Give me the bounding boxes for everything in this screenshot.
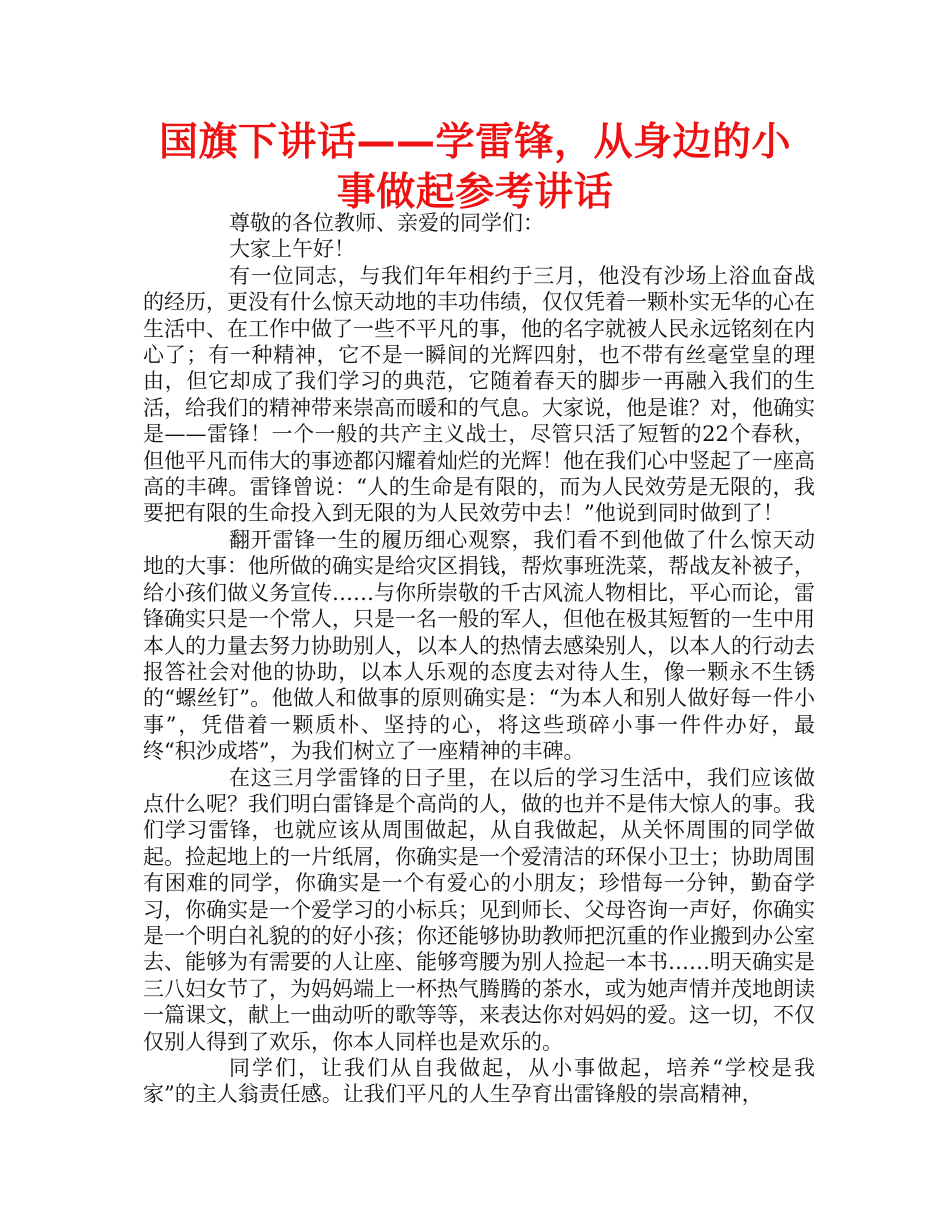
body-paragraph-4: 同学们，让我们从自我做起，从小事做起，培养“学校是我家”的主人翁责任感。让我们平凡的人生孕育出雷锋般的崇高精神， [143, 1056, 815, 1107]
greeting-paragraph: 大家上午好！ [229, 237, 355, 262]
document-body [143, 210, 815, 1108]
salutation-paragraph: 尊敬的各位教师、亲爱的同学们： [229, 211, 544, 235]
body-paragraph-3: 在这三月学雷锋的日子里，在以后的学习生活中，我们应该做点什么呢？我们明白雷锋是个高尚的人，做的也并不是伟大惊人的事。我们学习雷锋，也就应该从周围做起，从自我做起，从关怀周围的同学做起。捡起地上的一片纸屑，你确实是一个爱清洁的环保小卫士；协助周围有困难的同学，你确实是一个有爱心的小朋友；珍惜每一分钟，勤奋学习，你确实是一个爱学习的小标兵；见到师长、父母咨询一声好，你确实是一个明白礼貌的的好小孩；你还能够协助教师把沉重的作业搬到办公室去、能够为有需要的人让座、能够弯腰为别人捡起一本书……明天确实是三八妇女节了，为妈妈端上一杯热气腾腾的茶水，或为她声情并茂地朗读一篇课文，献上一曲动听的歌等等，来表达你对妈妈的爱。这一切，不仅仅别人得到了欢乐，你本人同样也是欢乐的。 [143, 765, 815, 1054]
document-title: 国旗下讲话——学雷锋，从身边的小事做起参考讲话 [158, 120, 791, 215]
body-paragraph-1: 有一位同志，与我们年年相约于三月，他没有沙场上浴血奋战的经历，更没有什么惊天动地的丰功伟绩，仅仅凭着一颗朴实无华的心在生活中、在工作中做了一些不平凡的事，他的名字就被人民永远铭刻在内心了；有一种精神，它不是一瞬间的光辉四射，也不带有丝毫堂皇的理由，但它却成了我们学习的典范，它随着春天的脚步一再融入我们的生活，给我们的精神带来崇高而暖和的气息。大家说，他是谁？对，他确实是——雷锋！一个一般的共产主义战士，尽管只活了短暂的22个春秋，但他平凡而伟大的事迹都闪耀着灿烂的光辉！他在我们心中竖起了一座高高的丰碑。雷锋曾说：“人的生命是有限的，而为人民效劳是无限的，我要把有限的生命投入到无限的为人民效劳中去！”他说到同时做到了！ [143, 263, 815, 526]
body-paragraph-2: 翻开雷锋一生的履历细心观察，我们看不到他做了什么惊天动地的大事：他所做的确实是给灾区捐钱，帮炊事班洗菜，帮战友补被子，给小孩们做义务宣传……与你所崇敬的千古风流人物相比，平心而论，雷锋确实只是一个常人，只是一名一般的军人，但他在极其短暂的一生中用本人的力量去努力协助别人，以本人的热情去感染别人，以本人的行动去报答社会对他的协助，以本人乐观的态度去对待人生，像一颗永不生锈的“螺丝钉”。他做人和做事的原则确实是：“为本人和别人做好每一件小事”，凭借着一颗质朴、坚持的心，将这些琐碎小事一件件办好，最终“积沙成塔”，为我们树立了一座精神的丰碑。 [143, 527, 815, 764]
